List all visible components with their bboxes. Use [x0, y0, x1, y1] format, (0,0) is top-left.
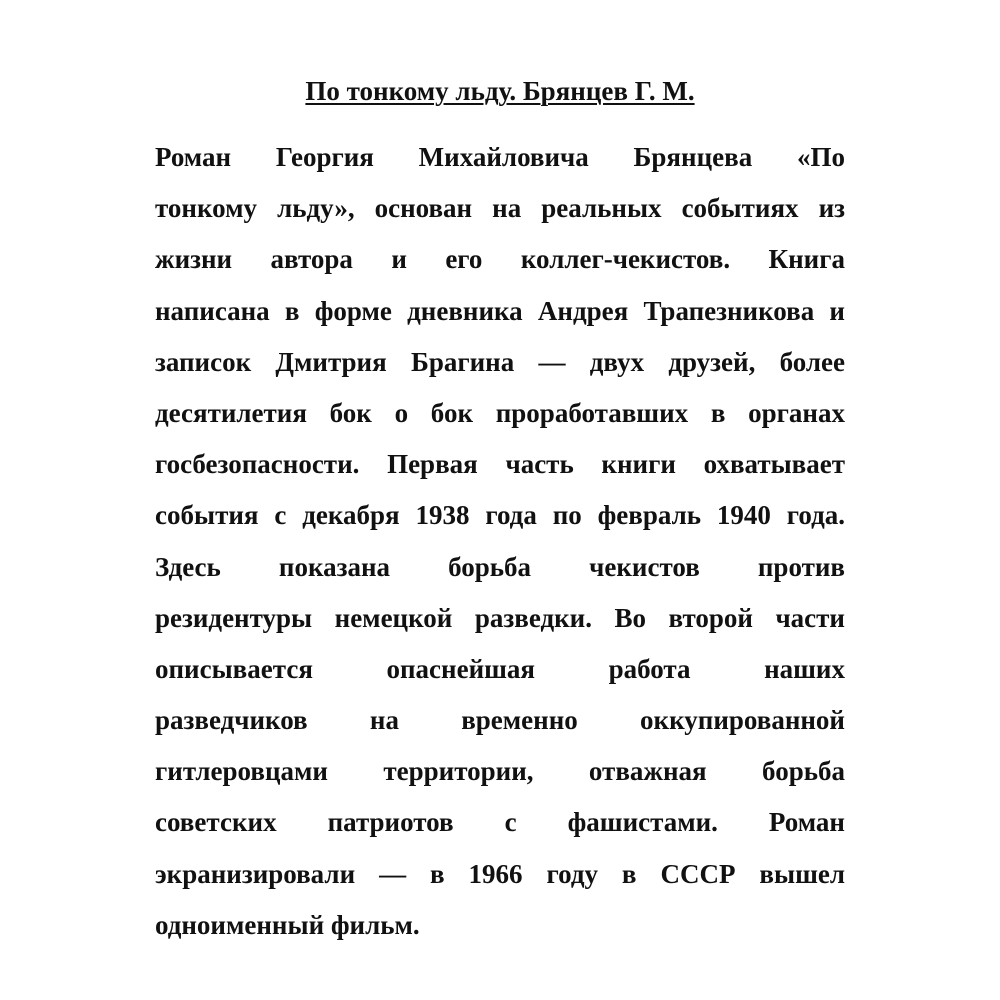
body-line: госбезопасности. Первая часть книги охватывает [155, 449, 845, 480]
document-body [155, 132, 845, 951]
body-line-last: одноименный фильм. [155, 909, 420, 940]
document-title-text: По тонкому льду. Брянцев Г. М. [305, 76, 695, 106]
body-line: тонкому льду», основан на реальных событиях из [155, 193, 845, 224]
body-line: события с декабря 1938 года по февраль 1940 года. [155, 500, 845, 531]
body-line: написана в форме дневника Андрея Трапезникова и [155, 295, 845, 326]
body-line: экранизировали — в 1966 году в СССР вышел [155, 858, 845, 889]
body-line: жизни автора и его коллег-чекистов. Книга [155, 244, 845, 275]
body-line: разведчиков на временно оккупированной [155, 705, 845, 736]
body-line: записок Дмитрия Брагина — двух друзей, более [155, 346, 845, 377]
body-line: резидентуры немецкой разведки. Во второй части [155, 602, 845, 633]
body-line: Здесь показана борьба чекистов против [155, 551, 845, 582]
body-line: гитлеровцами территории, отважная борьба [155, 756, 845, 787]
body-line: Роман Георгия Михайловича Брянцева «По [155, 142, 845, 172]
body-line: описывается опаснейшая работа наших [155, 653, 845, 684]
body-line: десятилетия бок о бок проработавших в органах [155, 397, 845, 428]
body-line: советских патриотов с фашистами. Роман [155, 807, 845, 838]
document-title [0, 74, 1000, 108]
